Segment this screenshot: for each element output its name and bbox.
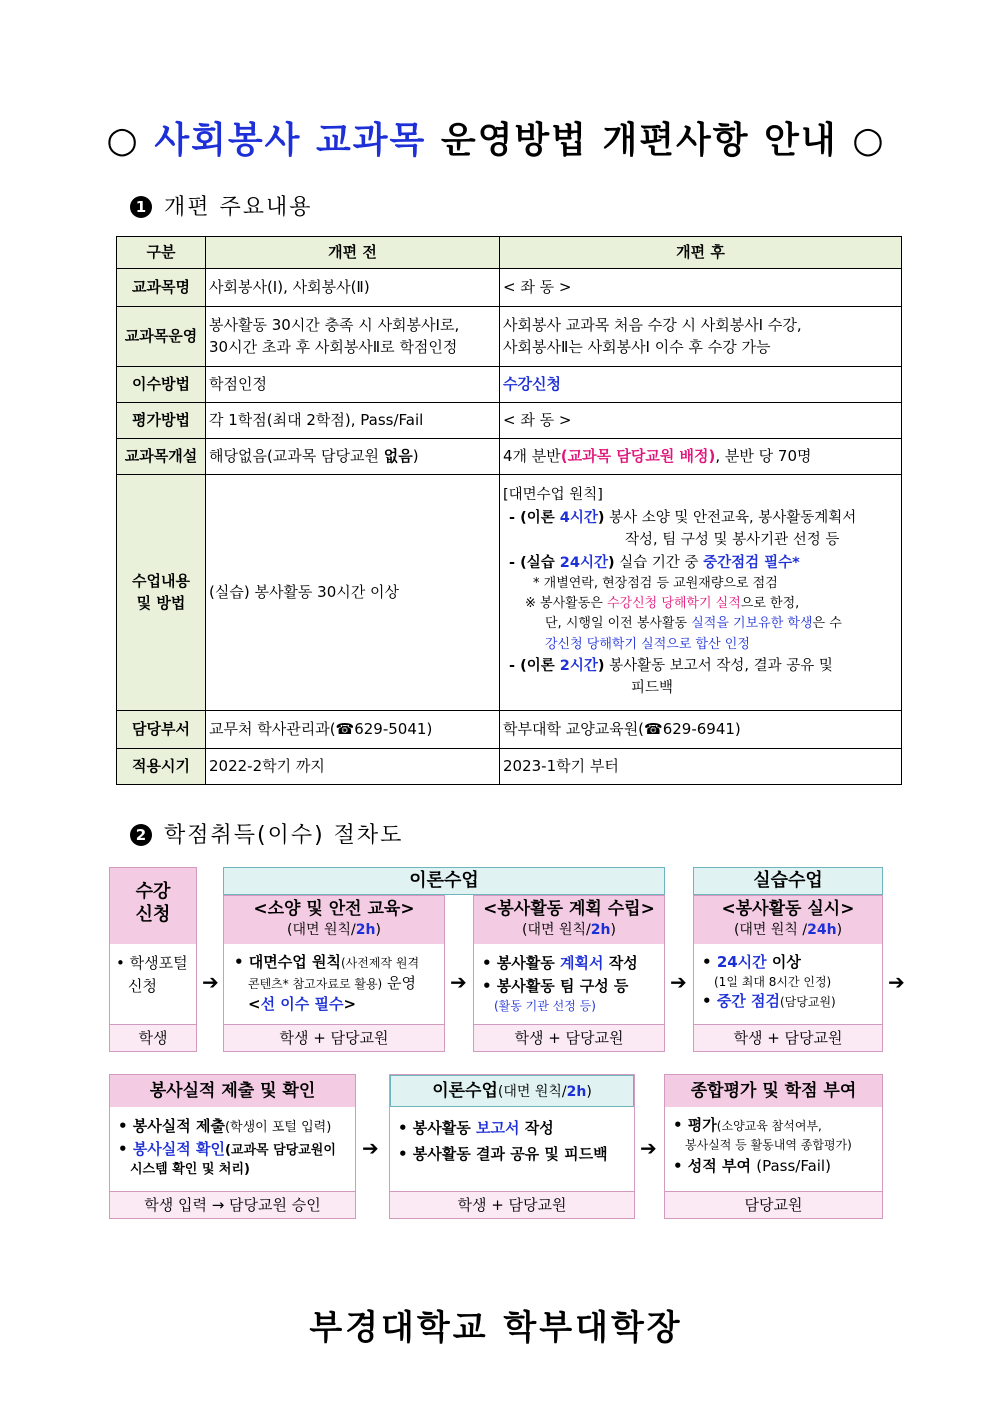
arrow-icon: ➔ (670, 970, 687, 994)
theory-header: 이론수업 (223, 867, 665, 895)
arrow-icon: ➔ (640, 1136, 657, 1160)
arrow-icon: ➔ (362, 1136, 379, 1160)
arrow-icon: ➔ (202, 970, 219, 994)
number-badge: 2 (130, 824, 152, 846)
issuer-signature: 부경대학교 학부대학장 (309, 1308, 683, 1348)
table-row: 교과목명 사회봉사(Ⅰ), 사회봉사(Ⅱ) < 좌 동 > (117, 268, 902, 306)
section-1-heading: 1 개편 주요내용 (130, 190, 313, 221)
arrow-icon: ➔ (888, 970, 905, 994)
table-row: 교과목개설 해당없음(교과목 담당교원 없음) 4개 분반(교과목 담당교원 배정), 분반 당 70명 (117, 438, 902, 474)
table-row: 교과목운영 봉사활동 30시간 충족 시 사회봉사Ⅰ로, 30시간 초과 후 사회봉사Ⅱ로 학점인정 사회봉사 교과목 처음 수강 시 사회봉사Ⅰ 수강, 사회봉사Ⅱ는 사회봉사Ⅰ 이수 후 수강 가능 (117, 306, 902, 366)
flow-box-safety-education: <소양 및 안전 교육> (대면 원칙/2h) • 대면수업 원칙(사전제작 원격 콘텐츠* 참고자료로 활용) 운영 <선 이수 필수> 학생 + 담당교원 (223, 895, 445, 1052)
table-row: 이수방법 학점인정 수강신청 (117, 366, 902, 402)
flow-box-report: 이론수업(대면 원칙/2h) • 봉사활동 보고서 작성 • 봉사활동 결과 공유 및 피드백 학생 + 담당교원 (389, 1074, 635, 1219)
flow-box-registration: 수강 신청 • 학생포털 신청 학생 (109, 867, 197, 1052)
table-row: 담당부서 교무처 학사관리과(☎629-5041) 학부대학 교양교육원(☎629-6941) (117, 710, 902, 748)
flow-box-record-submission: 봉사실적 제출 및 확인 • 봉사실적 제출(학생이 포털 입력) • 봉사실적 확인(교과목 담당교원이 시스템 확인 및 처리) 학생 입력 → 담당교원 승인 (109, 1074, 356, 1219)
number-badge: 1 (130, 196, 152, 218)
flow-box-evaluation: 종합평가 및 학점 부여 • 평가(소양교육 참석여부, 봉사실적 등 활동내역 종합평가) • 성적 부여 (Pass/Fail) 담당교원 (664, 1074, 883, 1219)
arrow-icon: ➔ (450, 970, 467, 994)
table-header-row: 구분 개편 전 개편 후 (117, 237, 902, 269)
flow-box-activity-practice: <봉사활동 실시> (대면 원칙 /24h) • 24시간 이상 (1일 최대 8시간 인정) • 중간 점검(담당교원) 학생 + 담당교원 (693, 895, 883, 1052)
table-row: 평가방법 각 1학점(최대 2학점), Pass/Fail < 좌 동 > (117, 402, 902, 438)
table-row: 적용시기 2022-2학기 까지 2023-1학기 부터 (117, 748, 902, 784)
section-2-heading: 2 학점취득(이수) 절차도 (130, 818, 403, 849)
table-row: 수업내용 및 방법 (실습) 봉사활동 30시간 이상 [대면수업 원칙] - (이론 4시간) 봉사 소양 및 안전교육, 봉사활동계획서 작성, 팀 구성 및 봉사기관 선정 등 - (실습 24시간) 실습 기간 중 중간점검 필수* * 개별연락, 현장점검 등 교원재량으로 점검 ※ 봉사활동은 수강신청 당해학기 실적으로 한정, 단, 시행일 이전 봉사활동 실적을 기보유한 학생은 수 강신청 당해학기 실적으로 합산 인정 - (이론 2시간) 봉사활동 보고서 작성, 결과 공유 및 피드백 (117, 474, 902, 710)
reform-table (116, 236, 902, 785)
page-title: ○ 사회봉사 교과목 운영방법 개편사항 안내 ○ (106, 120, 886, 161)
flow-box-activity-plan: <봉사활동 계획 수립> (대면 원칙/2h) • 봉사활동 계획서 작성 • 봉사활동 팀 구성 등 (활동 기관 선정 등) 학생 + 담당교원 (473, 895, 665, 1052)
practice-header: 실습수업 (693, 867, 883, 895)
